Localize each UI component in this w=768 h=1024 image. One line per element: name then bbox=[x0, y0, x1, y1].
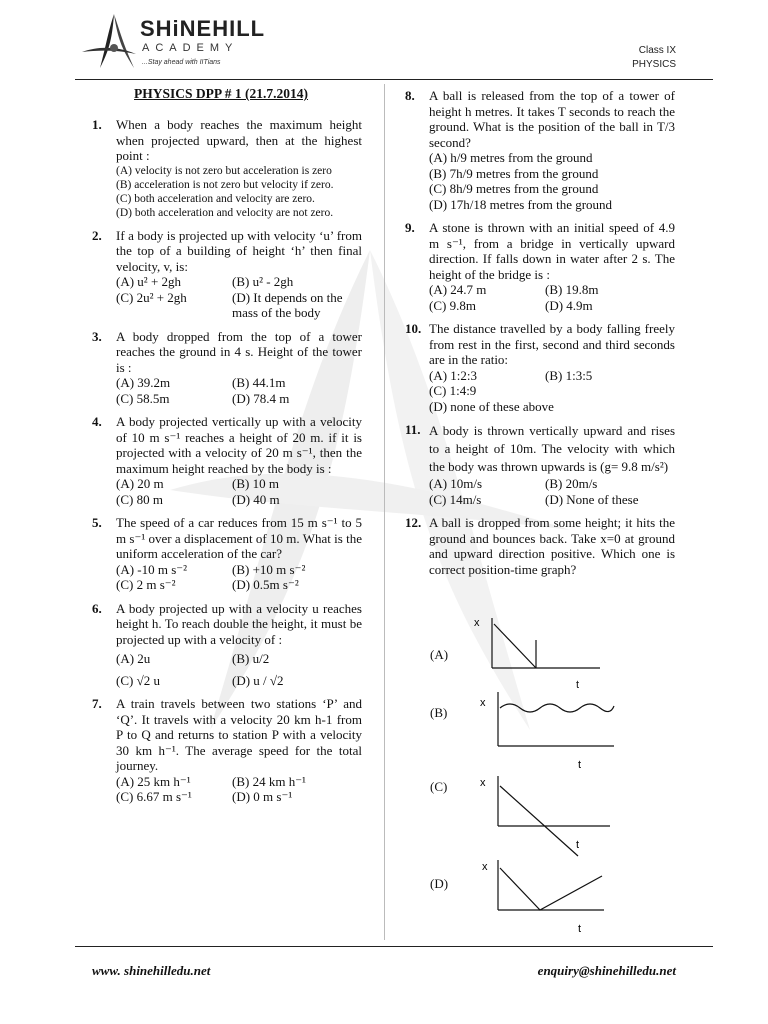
graph-a-x-axis-label: x bbox=[474, 617, 480, 629]
left-column bbox=[92, 117, 362, 813]
question-5 bbox=[92, 515, 362, 593]
option-a: (A) h/9 metres from the ground bbox=[429, 150, 593, 165]
option-b: (B) 7h/9 metres from the ground bbox=[429, 165, 599, 181]
footer-divider bbox=[75, 946, 713, 947]
graph-d-label: (D) bbox=[430, 876, 449, 891]
subject-label: PHYSICS bbox=[632, 59, 676, 70]
option-d: (D) 0.5m s⁻² bbox=[232, 577, 299, 592]
question-11 bbox=[405, 422, 675, 507]
option-c: (C) 58.5m bbox=[116, 390, 170, 406]
question-stem: A ball is released from the top of a tower of height h metres. It takes T seconds to reach the ground. What is the position of the ball in T/3 second? bbox=[429, 88, 675, 150]
option-c: (C) 14m/s bbox=[429, 491, 482, 507]
option-d: (D) none of these above bbox=[429, 398, 554, 414]
logo-tagline: ...Stay ahead with IITians bbox=[142, 59, 221, 66]
graph-b bbox=[470, 686, 620, 776]
option-a: (A) 25 km h⁻¹ bbox=[116, 773, 191, 789]
question-stem: A ball is dropped from some height; it hits the ground and bounces back. Take x=0 at ground and upward direction positive. Which one is correct position-time graph? bbox=[429, 515, 675, 577]
academy-logo[interactable] bbox=[78, 12, 266, 74]
option-d: (D) 0 m s⁻¹ bbox=[232, 789, 293, 804]
option-b: (B) 20m/s bbox=[545, 476, 598, 491]
option-c: (C) 8h/9 metres from the ground bbox=[429, 181, 599, 196]
option-c: (C) 1:4:9 bbox=[429, 383, 477, 398]
website-link[interactable]: www. shinehilledu.net bbox=[92, 963, 211, 978]
option-d: (D) 17h/18 metres from the ground bbox=[429, 196, 613, 212]
right-column bbox=[405, 88, 675, 585]
question-stem: A body projected vertically up with a velocity of 10 m s⁻¹ reaches a height of 20 m. if it is projected with a velocity of 20 m s⁻¹, then the maximum height reached by the body is : bbox=[116, 414, 362, 476]
option-d: (D) u / √2 bbox=[232, 672, 284, 688]
question-number: 11. bbox=[405, 422, 421, 437]
option-a: (A) 24.7 m bbox=[429, 282, 487, 297]
class-label: Class IX bbox=[638, 45, 676, 56]
question-number: 6. bbox=[92, 600, 102, 616]
option-a: (A) velocity is not zero but acceleration is zero bbox=[116, 164, 332, 177]
option-a: (A) -10 m s⁻² bbox=[116, 561, 188, 577]
question-stem: The distance travelled by a body falling freely from rest in the first, second and third seconds are in the ratio: bbox=[429, 321, 675, 367]
graph-c bbox=[470, 772, 620, 862]
graph-a bbox=[460, 612, 610, 682]
graph-a-label: (A) bbox=[430, 647, 449, 662]
page-title: PHYSICS DPP # 1 (21.7.2014) bbox=[134, 86, 309, 101]
question-number: 9. bbox=[405, 220, 415, 235]
question-number: 7. bbox=[92, 696, 102, 711]
question-3 bbox=[92, 329, 362, 407]
option-c: (C) 2u² + 2gh bbox=[116, 289, 187, 305]
question-12 bbox=[405, 515, 675, 577]
option-b: (B) acceleration is not zero but velocity if zero. bbox=[116, 178, 334, 191]
option-c: (C) both acceleration and velocity are zero. bbox=[116, 192, 315, 205]
option-b: (B) 19.8m bbox=[545, 282, 599, 297]
option-b: (B) 24 km h⁻¹ bbox=[232, 773, 306, 789]
question-number: 2. bbox=[92, 227, 102, 243]
option-b: (B) u² - 2gh bbox=[232, 274, 294, 289]
option-a: (A) 10m/s bbox=[429, 476, 483, 491]
question-stem: If a body is projected up with velocity ‘u’ from the top of a building of height ‘h’ then final velocity, v, is: bbox=[116, 227, 362, 274]
option-b: (B) u/2 bbox=[232, 651, 270, 666]
question-10 bbox=[405, 321, 675, 414]
graph-b-label: (B) bbox=[430, 705, 448, 720]
question-number: 1. bbox=[92, 117, 102, 132]
option-b: (B) +10 m s⁻² bbox=[232, 561, 306, 577]
question-9 bbox=[405, 220, 675, 313]
question-stem: When a body reaches the maximum height when projected upward, then at the highest point : bbox=[116, 117, 362, 163]
option-c: (C) 6.67 m s⁻¹ bbox=[116, 789, 192, 804]
graph-c-label: (C) bbox=[430, 779, 448, 794]
option-b: (B) 1:3:5 bbox=[545, 367, 593, 383]
graph-d-t-axis-label: t bbox=[578, 923, 582, 935]
question-stem: A body projected up with a velocity u reaches height h. To reach double the height, it must be projected up with a velocity of : bbox=[116, 600, 362, 647]
question-number: 5. bbox=[92, 515, 102, 530]
option-c: (C) 80 m bbox=[116, 491, 163, 507]
option-d: (D) It depends on the mass of the body bbox=[232, 289, 343, 320]
question-number: 8. bbox=[405, 88, 415, 103]
question-6 bbox=[92, 601, 362, 689]
question-stem: The speed of a car reduces from 15 m s⁻¹ to 5 m s⁻¹ over a displacement of 10 m. What is the uniform acceleration of the car? bbox=[116, 515, 362, 561]
option-d: (D) 40 m bbox=[232, 491, 280, 507]
option-b: (B) 10 m bbox=[232, 476, 279, 491]
logo-subtitle: ACADEMY bbox=[142, 42, 239, 54]
question-stem: A train travels between two stations ‘P’ and ‘Q’. It travels with a velocity 20 km h-1 from P to Q and returns to station P with a velocity 30 km h⁻¹. The average speed for the total journey. bbox=[116, 696, 362, 773]
option-c: (C) 9.8m bbox=[429, 297, 476, 313]
logo-name: SHiNEHILL bbox=[140, 16, 266, 41]
option-a: (A) 2u bbox=[116, 651, 151, 666]
question-stem: A body is thrown vertically upward and rises to a height of 10m. The velocity with which the body was thrown upwards is (g= 9.8 m/s²) bbox=[429, 423, 675, 474]
column-divider bbox=[384, 84, 385, 940]
question-stem: A body dropped from the top of a tower reaches the ground in 4 s. Height of the tower is : bbox=[116, 328, 362, 375]
graph-a-t-label: t bbox=[576, 679, 580, 691]
graph-c-t-axis-label: t bbox=[576, 839, 580, 851]
option-a: (A) 1:2:3 bbox=[429, 367, 478, 383]
graph-d bbox=[470, 856, 620, 936]
question-7 bbox=[92, 696, 362, 805]
option-d: (D) 78.4 m bbox=[232, 390, 290, 406]
option-c: (C) √2 u bbox=[116, 672, 160, 688]
option-d: (D) None of these bbox=[545, 491, 639, 507]
question-number: 12. bbox=[405, 515, 422, 530]
question-2 bbox=[92, 228, 362, 321]
question-number: 4. bbox=[92, 414, 102, 429]
option-c: (C) 2 m s⁻² bbox=[116, 577, 176, 592]
option-d: (D) both acceleration and velocity are not zero. bbox=[116, 206, 334, 219]
logo-emblem-icon bbox=[78, 12, 138, 72]
graph-b-t-axis-label: t bbox=[578, 759, 582, 771]
question-number: 10. bbox=[405, 321, 422, 336]
header-class-info bbox=[632, 44, 676, 72]
option-a: (A) u² + 2gh bbox=[116, 274, 182, 289]
graph-c-x-axis-label: x bbox=[480, 777, 486, 789]
question-8 bbox=[405, 88, 675, 212]
graph-b-x-axis-label: x bbox=[480, 697, 486, 709]
question-number: 3. bbox=[92, 328, 102, 344]
question-4 bbox=[92, 414, 362, 507]
email-link[interactable]: enquiry@shinehilledu.net bbox=[537, 963, 676, 978]
option-a: (A) 39.2m bbox=[116, 375, 171, 390]
header-divider bbox=[75, 79, 713, 80]
option-d: (D) 4.9m bbox=[545, 297, 593, 313]
question-stem: A stone is thrown with an initial speed of 4.9 m s⁻¹, from a bridge in vertically upward direction. If falls down in water after 2 s. The height of the bridge is : bbox=[429, 220, 675, 282]
option-a: (A) 20 m bbox=[116, 476, 164, 491]
graph-d-x-axis-label: x bbox=[482, 861, 488, 873]
question-1 bbox=[92, 117, 362, 220]
option-b: (B) 44.1m bbox=[232, 375, 286, 390]
